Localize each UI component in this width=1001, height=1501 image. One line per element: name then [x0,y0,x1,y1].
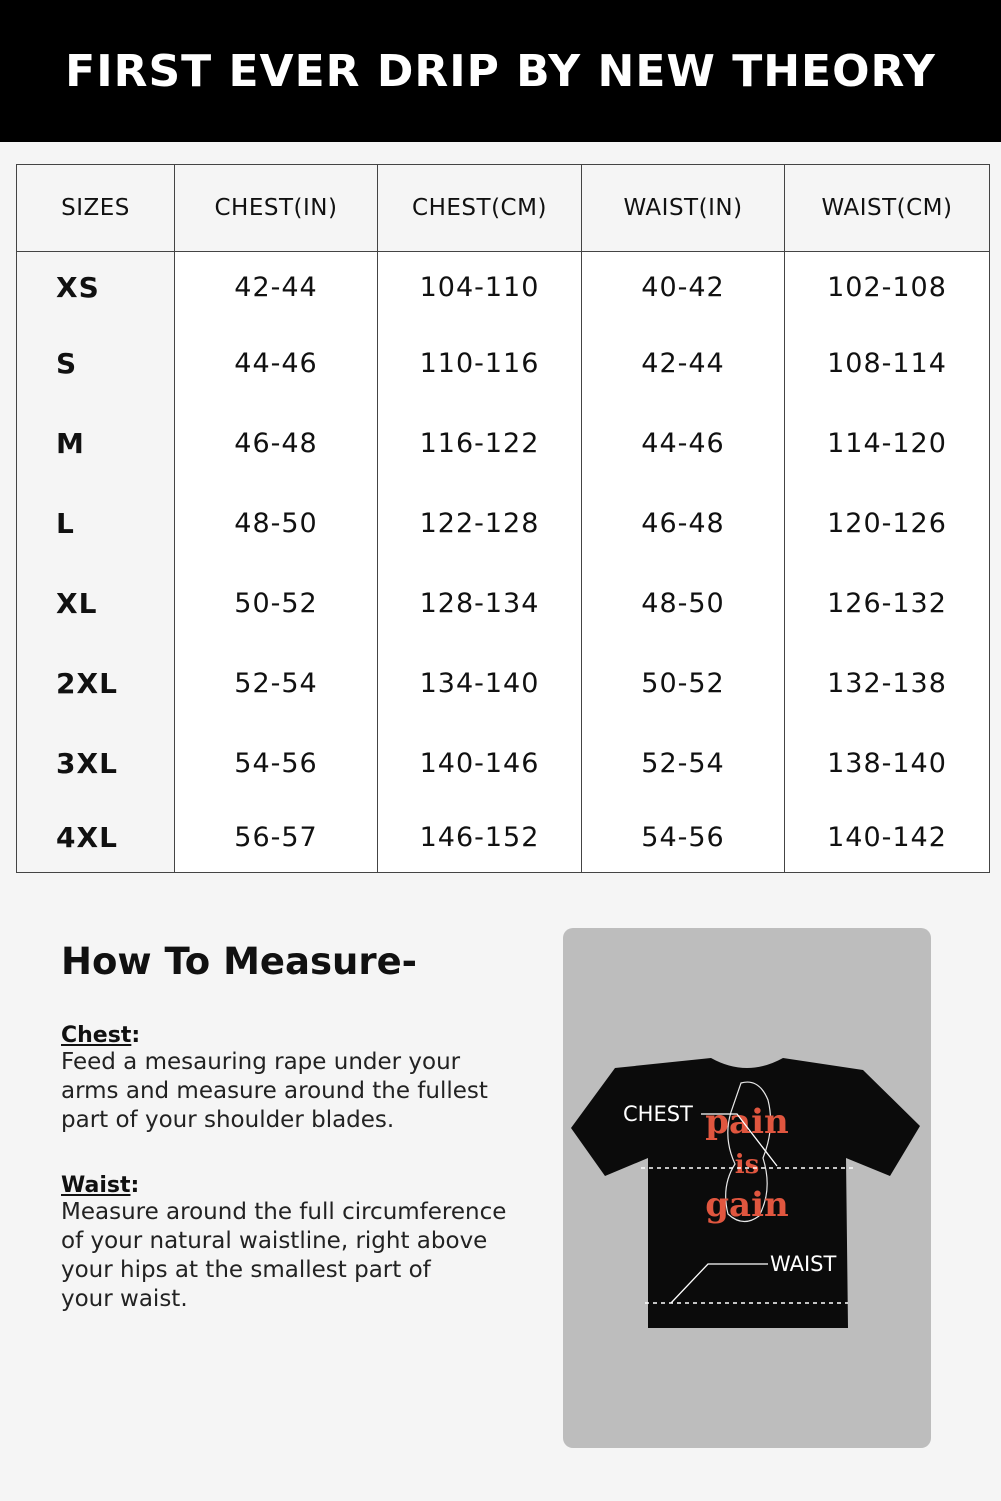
size-cell: XS [17,252,175,324]
chest-cm-cell: 122-128 [378,483,582,563]
waist-in-cell: 44-46 [582,403,785,483]
chest-line: part of your shoulder blades. [61,1107,395,1133]
waist-in-cell: 52-54 [582,723,785,803]
chest-cm-cell: 104-110 [378,252,582,324]
size-chart-table [16,164,990,873]
header-chest-cm: CHEST(CM) [378,165,582,252]
tshirt-illustration [563,928,931,1448]
chest-cm-cell: 134-140 [378,643,582,723]
waist-line: of your natural waistline, right above [61,1228,488,1254]
chest-label: CHEST [623,1102,693,1126]
header-sizes: SIZES [17,165,175,252]
waist-cm-cell: 138-140 [785,723,990,803]
waist-label: WAIST [770,1252,837,1276]
table-row [17,483,990,563]
waist-in-cell: 50-52 [582,643,785,723]
chest-in-cell: 48-50 [175,483,378,563]
waist-in-cell: 40-42 [582,252,785,324]
table-row [17,643,990,723]
waist-cm-cell: 114-120 [785,403,990,483]
chest-cm-cell: 116-122 [378,403,582,483]
chest-cm-cell: 128-134 [378,563,582,643]
chest-term: Chest: [61,1023,141,1048]
table-row [17,403,990,483]
waist-in-cell: 46-48 [582,483,785,563]
size-cell: 2XL [17,643,175,723]
table-row [17,563,990,643]
page-title: FIRST EVER DRIP BY NEW THEORY [65,45,936,97]
waist-cm-cell: 126-132 [785,563,990,643]
waist-in-cell: 42-44 [582,323,785,403]
how-to-measure-heading: How To Measure- [61,940,418,983]
waist-cm-cell: 120-126 [785,483,990,563]
header-chest-in: CHEST(IN) [175,165,378,252]
chest-cm-cell: 140-146 [378,723,582,803]
size-cell: M [17,403,175,483]
size-cell: L [17,483,175,563]
waist-term-label: Waist [61,1173,131,1198]
waist-cm-cell: 132-138 [785,643,990,723]
chest-in-cell: 56-57 [175,803,378,873]
size-cell: XL [17,563,175,643]
chest-description [61,1048,541,1135]
table-header-row [17,165,990,252]
shirt-print-word: is [734,1150,760,1180]
chest-in-cell: 50-52 [175,563,378,643]
table-row [17,723,990,803]
chest-cm-cell: 146-152 [378,803,582,873]
chest-cm-cell: 110-116 [378,323,582,403]
size-cell: S [17,323,175,403]
chest-in-cell: 52-54 [175,643,378,723]
waist-cm-cell: 102-108 [785,252,990,324]
waist-term: Waist: [61,1173,140,1198]
header-waist-cm: WAIST(CM) [785,165,990,252]
shirt-print-word: gain [705,1185,789,1225]
size-cell: 3XL [17,723,175,803]
header-waist-in: WAIST(IN) [582,165,785,252]
chest-in-cell: 42-44 [175,252,378,324]
waist-line: Measure around the full circumference [61,1199,507,1225]
waist-description [61,1198,541,1314]
chest-term-label: Chest [61,1023,132,1048]
shirt-print-word: pain [705,1102,789,1142]
chest-line: Feed a mesauring rape under your [61,1049,461,1075]
chest-line: arms and measure around the fullest [61,1078,488,1104]
chest-in-cell: 46-48 [175,403,378,483]
waist-in-cell: 54-56 [582,803,785,873]
size-cell: 4XL [17,803,175,873]
waist-line: your hips at the smallest part of [61,1257,431,1283]
waist-line: your waist. [61,1286,188,1312]
tshirt-illustration-panel [563,928,931,1448]
how-to-measure-section [61,940,541,1314]
table-row [17,803,990,873]
chest-in-cell: 54-56 [175,723,378,803]
chest-in-cell: 44-46 [175,323,378,403]
waist-cm-cell: 140-142 [785,803,990,873]
header-banner [0,0,1001,142]
waist-in-cell: 48-50 [582,563,785,643]
waist-cm-cell: 108-114 [785,323,990,403]
table-row [17,323,990,403]
table-row [17,252,990,324]
